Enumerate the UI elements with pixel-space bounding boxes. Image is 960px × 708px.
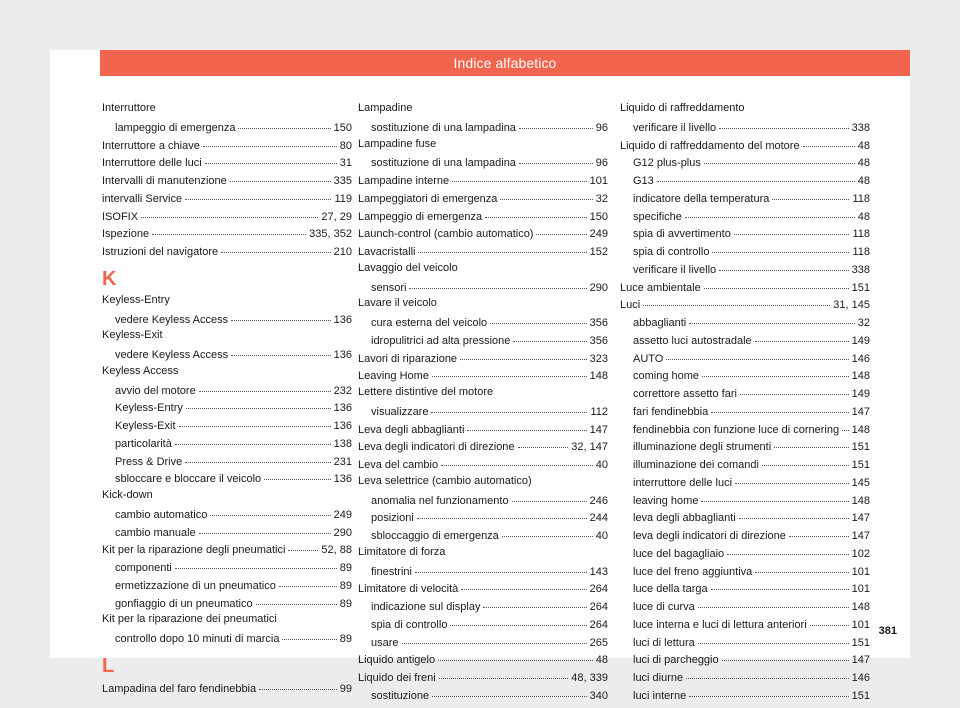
entry-text: leva degli indicatori di direzione <box>633 530 786 542</box>
index-page <box>50 50 910 702</box>
dot-leader <box>467 418 586 431</box>
entry-page-ref: 244 <box>589 512 608 525</box>
entry-text: finestrini <box>371 565 412 578</box>
index-entry <box>102 679 352 697</box>
dot-leader <box>762 453 849 466</box>
entry-page-ref: 335, 352 <box>309 228 352 241</box>
dot-leader <box>518 435 569 448</box>
dot-leader <box>711 577 849 590</box>
entry-page-ref: 40 <box>595 459 608 471</box>
entry-page-ref: 150 <box>333 121 352 134</box>
entry-text: Kick-down <box>102 489 153 501</box>
entry-text: assetto luci autostradale <box>633 334 752 347</box>
dot-leader <box>702 364 849 377</box>
dot-leader <box>205 151 337 164</box>
dot-leader <box>701 489 848 502</box>
index-subentry <box>102 345 352 363</box>
dot-leader <box>432 364 587 377</box>
entry-page-ref: 146 <box>851 672 870 684</box>
entry-text: intervalli Service <box>102 192 183 205</box>
entry-page-ref: 48, 339 <box>571 672 608 684</box>
entry-text: vedere Keyless Access <box>115 349 229 361</box>
dot-leader <box>490 311 586 324</box>
index-entry <box>358 242 608 260</box>
entry-text: verificare il livello <box>633 263 717 276</box>
index-subentry <box>102 629 352 647</box>
entry-text: Leva degli abbaglianti <box>358 423 465 436</box>
entry-text: sensori <box>371 281 407 294</box>
entry-page-ref: 264 <box>589 583 608 596</box>
dot-leader <box>441 453 593 466</box>
index-subentry <box>358 118 608 136</box>
dot-leader <box>238 116 330 129</box>
entry-page-ref: 48 <box>857 175 870 187</box>
entry-page-ref: 150 <box>589 210 608 223</box>
entry-page-ref: 356 <box>589 317 608 329</box>
dot-leader <box>686 666 849 679</box>
dot-leader <box>259 677 337 690</box>
entry-page-ref: 210 <box>333 246 352 258</box>
dot-leader <box>199 521 331 534</box>
dot-leader <box>282 627 336 640</box>
entry-page-ref: 89 <box>339 633 352 645</box>
section-letter: L <box>102 654 115 677</box>
entry-text: interruttore delle luci <box>633 476 733 489</box>
index-subentry <box>358 526 608 544</box>
dot-leader <box>727 542 849 555</box>
entry-text: G13 <box>633 175 654 187</box>
section-letter: K <box>102 267 117 290</box>
dot-leader <box>439 666 569 679</box>
entry-page-ref: 249 <box>589 228 608 241</box>
dot-leader <box>689 311 855 324</box>
entry-text: Lampadine fuse <box>358 137 437 150</box>
dot-leader <box>431 400 587 413</box>
entry-page-ref: 323 <box>589 352 608 365</box>
entry-page-ref: 290 <box>333 526 352 539</box>
entry-page-ref: 101 <box>589 175 608 187</box>
dot-leader <box>230 169 331 182</box>
dot-leader <box>711 400 848 413</box>
entry-text: luci di lettura <box>633 636 695 649</box>
dot-leader <box>199 379 331 392</box>
entry-page-ref: 246 <box>589 494 608 507</box>
dot-leader <box>643 293 830 306</box>
entry-page-ref: 143 <box>589 565 608 578</box>
dot-leader <box>657 169 855 182</box>
index-column-1 <box>102 100 352 697</box>
dot-leader <box>417 506 587 519</box>
dot-leader <box>719 116 849 129</box>
entry-text: anomalia nel funzionamento <box>371 494 509 507</box>
dot-leader <box>210 503 330 516</box>
entry-text: Liquido di raffreddamento <box>620 102 745 114</box>
dot-leader <box>186 396 331 409</box>
dot-leader <box>483 595 586 608</box>
dot-leader <box>666 347 848 360</box>
entry-page-ref: 149 <box>851 334 870 347</box>
entry-page-ref: 232 <box>333 384 352 397</box>
entry-text: componenti <box>115 562 172 574</box>
entry-page-ref: 102 <box>851 547 870 560</box>
entry-text: Leaving Home <box>358 370 429 383</box>
dot-leader <box>704 276 849 289</box>
entry-page-ref: 40 <box>595 530 608 542</box>
dot-leader <box>698 631 849 644</box>
dot-leader <box>772 187 849 200</box>
entry-page-ref: 231 <box>333 455 352 468</box>
entry-page-ref: 148 <box>851 423 870 436</box>
entry-text: spia di avvertimento <box>633 228 731 241</box>
dot-leader <box>704 151 855 164</box>
dot-leader <box>789 524 849 537</box>
entry-text: Interruttore delle luci <box>102 157 202 170</box>
entry-page-ref: 151 <box>851 281 870 294</box>
entry-page-ref: 48 <box>857 210 870 223</box>
entry-text: illuminazione degli strumenti <box>633 441 772 454</box>
entry-page-ref: 99 <box>339 682 352 695</box>
entry-page-ref: 48 <box>857 157 870 170</box>
entry-page-ref: 136 <box>333 402 352 415</box>
dot-leader <box>231 308 331 321</box>
entry-page-ref: 265 <box>589 636 608 649</box>
entry-text: ermetizzazione di un pneumatico <box>115 579 276 592</box>
entry-page-ref: 101 <box>851 583 870 596</box>
page-title: Indice alfabetico <box>100 50 910 76</box>
dot-leader <box>141 205 318 218</box>
dot-leader <box>842 418 849 431</box>
entry-text: Lampadine interne <box>358 175 450 187</box>
entry-text: Luci <box>620 299 641 312</box>
entry-text: usare <box>371 636 399 649</box>
entry-page-ref: 52, 88 <box>321 544 352 557</box>
dot-leader <box>279 574 337 587</box>
entry-text: sbloccaggio di emergenza <box>371 530 499 542</box>
index-column-3 <box>620 100 870 704</box>
entry-page-ref: 147 <box>851 512 870 525</box>
entry-text: idropulitrici ad alta pressione <box>371 334 511 347</box>
entry-page-ref: 148 <box>851 370 870 383</box>
entry-text: Keyless-Entry <box>115 402 183 415</box>
entry-text: Leva del cambio <box>358 459 439 471</box>
entry-page-ref: 290 <box>589 281 608 294</box>
index-subentry <box>102 469 352 487</box>
entry-text: specifiche <box>633 210 682 223</box>
entry-page-ref: 151 <box>851 636 870 649</box>
entry-text: indicazione sul display <box>371 601 481 613</box>
entry-text: leva degli abbaglianti <box>633 512 736 525</box>
entry-text: lampeggio di emergenza <box>115 121 236 134</box>
dot-leader <box>689 684 848 697</box>
entry-text: Keyless-Entry <box>102 293 170 306</box>
entry-text: G12 plus-plus <box>633 157 701 170</box>
dot-leader <box>418 240 586 253</box>
entry-text: Kit per la riparazione degli pneumatici <box>102 544 286 557</box>
entry-text: Lavacristalli <box>358 246 416 258</box>
entry-page-ref: 151 <box>851 689 870 702</box>
entry-text: sostituzione di una lampadina <box>371 121 516 134</box>
entry-text: particolarità <box>115 437 172 450</box>
entry-page-ref: 96 <box>595 121 608 134</box>
entry-text: luce del bagagliaio <box>633 547 725 560</box>
entry-text: abbaglianti <box>633 317 687 329</box>
entry-text: Liquido dei freni <box>358 672 436 684</box>
entry-page-ref: 148 <box>851 601 870 613</box>
dot-leader <box>755 329 849 342</box>
entry-page-ref: 118 <box>852 192 870 205</box>
entry-text: luce interna e luci di lettura anteriori <box>633 618 807 631</box>
dot-leader <box>536 222 586 235</box>
entry-text: Lavare il veicolo <box>358 297 437 310</box>
dot-leader <box>432 684 587 697</box>
entry-page-ref: 89 <box>339 579 352 592</box>
entry-page-ref: 101 <box>851 565 870 578</box>
entry-text: Lampeggio di emergenza <box>358 210 483 223</box>
entry-page-ref: 89 <box>339 562 352 574</box>
entry-page-ref: 32, 147 <box>571 441 608 454</box>
dot-leader <box>264 467 331 480</box>
entry-text: vedere Keyless Access <box>115 313 229 326</box>
dot-leader <box>452 169 587 182</box>
entry-text: controllo dopo 10 minuti di marcia <box>115 633 280 645</box>
dot-leader <box>512 489 587 502</box>
entry-text: Limitatore di forza <box>358 545 446 558</box>
entry-page-ref: 340 <box>589 689 608 702</box>
dot-leader <box>755 560 848 573</box>
entry-text: cura esterna del veicolo <box>371 317 488 329</box>
entry-page-ref: 335 <box>333 175 352 187</box>
dot-leader <box>519 151 593 164</box>
entry-page-ref: 48 <box>857 139 870 152</box>
entry-page-ref: 27, 29 <box>321 210 352 223</box>
index-subentry <box>102 594 352 612</box>
entry-page-ref: 148 <box>851 494 870 507</box>
entry-text: fari fendinebbia <box>633 405 709 418</box>
entry-text: ISOFIX <box>102 210 139 223</box>
entry-text: correttore assetto fari <box>633 388 737 400</box>
entry-text: spia di controllo <box>371 618 448 631</box>
entry-page-ref: 101 <box>851 618 870 631</box>
dot-leader <box>740 382 849 395</box>
dot-leader <box>203 134 337 147</box>
entry-text: Luce ambientale <box>620 281 701 294</box>
entry-text: Liquido antigelo <box>358 654 436 667</box>
entry-page-ref: 338 <box>851 121 870 134</box>
dot-leader <box>685 205 855 218</box>
entry-text: luci interne <box>633 689 687 702</box>
dot-leader <box>175 432 331 445</box>
page-number: 381 <box>878 625 897 637</box>
entry-text: leaving home <box>633 494 699 507</box>
dot-leader <box>185 450 330 463</box>
entry-page-ref: 151 <box>851 459 870 471</box>
index-entry <box>102 242 352 260</box>
entry-text: Ispezione <box>102 228 150 241</box>
entry-text: Launch-control (cambio automatico) <box>358 228 534 241</box>
entry-page-ref: 338 <box>851 263 870 276</box>
entry-page-ref: 147 <box>851 405 870 418</box>
entry-text: Leva selettrice (cambio automatico) <box>358 474 532 487</box>
entry-text: verificare il livello <box>633 121 717 134</box>
entry-page-ref: 151 <box>851 441 870 454</box>
entry-text: Lampadine <box>358 102 413 114</box>
entry-page-ref: 356 <box>589 334 608 347</box>
entry-text: Keyless-Exit <box>115 420 176 432</box>
entry-page-ref: 118 <box>852 228 870 241</box>
dot-leader <box>810 613 849 626</box>
dot-leader <box>409 276 586 289</box>
dot-leader <box>722 648 849 661</box>
dot-leader <box>175 556 337 569</box>
entry-text: fendinebbia con funzione luce di cornering <box>633 423 840 436</box>
entry-text: indicatore della temperatura <box>633 192 770 205</box>
index-subentry <box>620 402 870 420</box>
entry-page-ref: 149 <box>851 388 870 400</box>
entry-page-ref: 32 <box>857 317 870 329</box>
entry-text: Liquido di raffreddamento del motore <box>620 139 800 152</box>
index-subentry <box>102 310 352 328</box>
entry-page-ref: 264 <box>589 618 608 631</box>
entry-text: cambio manuale <box>115 526 196 539</box>
entry-text: Kit per la riparazione dei pneumatici <box>102 613 277 626</box>
dot-leader <box>450 613 586 626</box>
entry-text: coming home <box>633 370 700 383</box>
dot-leader <box>712 240 849 253</box>
entry-page-ref: 147 <box>851 530 870 542</box>
entry-text: visualizzare <box>371 405 429 418</box>
dot-leader <box>502 524 593 537</box>
entry-text: sostituzione di una lampadina <box>371 157 516 170</box>
entry-page-ref: 96 <box>595 157 608 170</box>
entry-text: posizioni <box>371 512 414 525</box>
entry-text: luce di curva <box>633 601 695 613</box>
index-subentry <box>358 686 608 704</box>
entry-text: Istruzioni del navigatore <box>102 246 219 258</box>
index-entry <box>358 455 608 473</box>
entry-text: luce della targa <box>633 583 708 596</box>
entry-text: Keyless-Exit <box>102 329 163 342</box>
entry-page-ref: 48 <box>595 654 608 667</box>
entry-text: Intervalli di manutenzione <box>102 175 227 187</box>
entry-text: Press & Drive <box>115 455 183 468</box>
dot-leader <box>256 592 337 605</box>
dot-leader <box>734 222 850 235</box>
entry-page-ref: 152 <box>589 246 608 258</box>
entry-page-ref: 89 <box>339 597 352 610</box>
index-subentry <box>620 686 870 704</box>
dot-leader <box>735 471 849 484</box>
entry-text: cambio automatico <box>115 508 208 521</box>
dot-leader <box>185 187 331 200</box>
entry-text: Interruttore a chiave <box>102 139 200 152</box>
dot-leader <box>461 577 586 590</box>
entry-page-ref: 264 <box>589 601 608 613</box>
index-column-2 <box>358 100 608 704</box>
index-entry <box>358 420 608 438</box>
entry-text: Lettere distintive del motore <box>358 386 494 398</box>
dot-leader <box>803 134 855 147</box>
entry-text: Lavaggio del veicolo <box>358 261 458 274</box>
dot-leader <box>288 538 318 551</box>
entry-page-ref: 249 <box>333 508 352 521</box>
dot-leader <box>485 205 587 218</box>
dot-leader <box>221 240 330 253</box>
dot-leader <box>231 343 331 356</box>
entry-page-ref: 147 <box>851 654 870 667</box>
dot-leader <box>774 435 848 448</box>
entry-page-ref: 136 <box>333 313 352 326</box>
entry-page-ref: 147 <box>589 423 608 436</box>
entry-text: spia di controllo <box>633 246 710 258</box>
index-subentry <box>358 278 608 296</box>
entry-text: gonfiaggio di un pneumatico <box>115 597 253 610</box>
entry-text: sbloccare e bloccare il veicolo <box>115 473 262 486</box>
entry-page-ref: 145 <box>851 476 870 489</box>
entry-page-ref: 118 <box>852 246 870 258</box>
entry-text: Lampadina del faro fendinebbia <box>102 682 257 695</box>
entry-text: avvio del motore <box>115 384 196 397</box>
dot-leader <box>415 560 587 573</box>
entry-text: luci diurne <box>633 672 684 684</box>
entry-page-ref: 136 <box>333 473 352 486</box>
entry-page-ref: 136 <box>333 420 352 432</box>
entry-page-ref: 148 <box>589 370 608 383</box>
entry-text: Lampeggiatori di emergenza <box>358 192 498 205</box>
dot-leader <box>739 506 849 519</box>
entry-text: luce del freno aggiuntiva <box>633 565 753 578</box>
entry-page-ref: 119 <box>334 192 352 205</box>
entry-text: Leva degli indicatori di direzione <box>358 441 515 454</box>
entry-page-ref: 136 <box>333 349 352 361</box>
entry-text: Lavori di riparazione <box>358 352 458 365</box>
entry-page-ref: 138 <box>333 437 352 450</box>
dot-leader <box>438 648 593 661</box>
entry-page-ref: 112 <box>590 405 608 418</box>
entry-text: Limitatore di velocità <box>358 583 459 596</box>
entry-text: AUTO <box>633 352 664 365</box>
dot-leader <box>513 329 586 342</box>
entry-page-ref: 31, 145 <box>833 299 870 312</box>
dot-leader <box>719 258 849 271</box>
dot-leader <box>460 347 587 360</box>
dot-leader <box>500 187 592 200</box>
entry-text: sostituzione <box>371 689 430 702</box>
dot-leader <box>519 116 593 129</box>
dot-leader <box>179 414 331 427</box>
entry-page-ref: 80 <box>339 139 352 152</box>
entry-page-ref: 146 <box>851 352 870 365</box>
dot-leader <box>402 631 587 644</box>
entry-page-ref: 32 <box>595 192 608 205</box>
dot-leader <box>698 595 849 608</box>
entry-text: Interruttore <box>102 102 156 114</box>
entry-text: Keyless Access <box>102 364 179 377</box>
entry-page-ref: 31 <box>339 157 352 170</box>
index-entry <box>358 366 608 384</box>
entry-text: illuminazione dei comandi <box>633 459 759 471</box>
dot-leader <box>152 222 306 235</box>
entry-text: luci di parcheggio <box>633 654 719 667</box>
